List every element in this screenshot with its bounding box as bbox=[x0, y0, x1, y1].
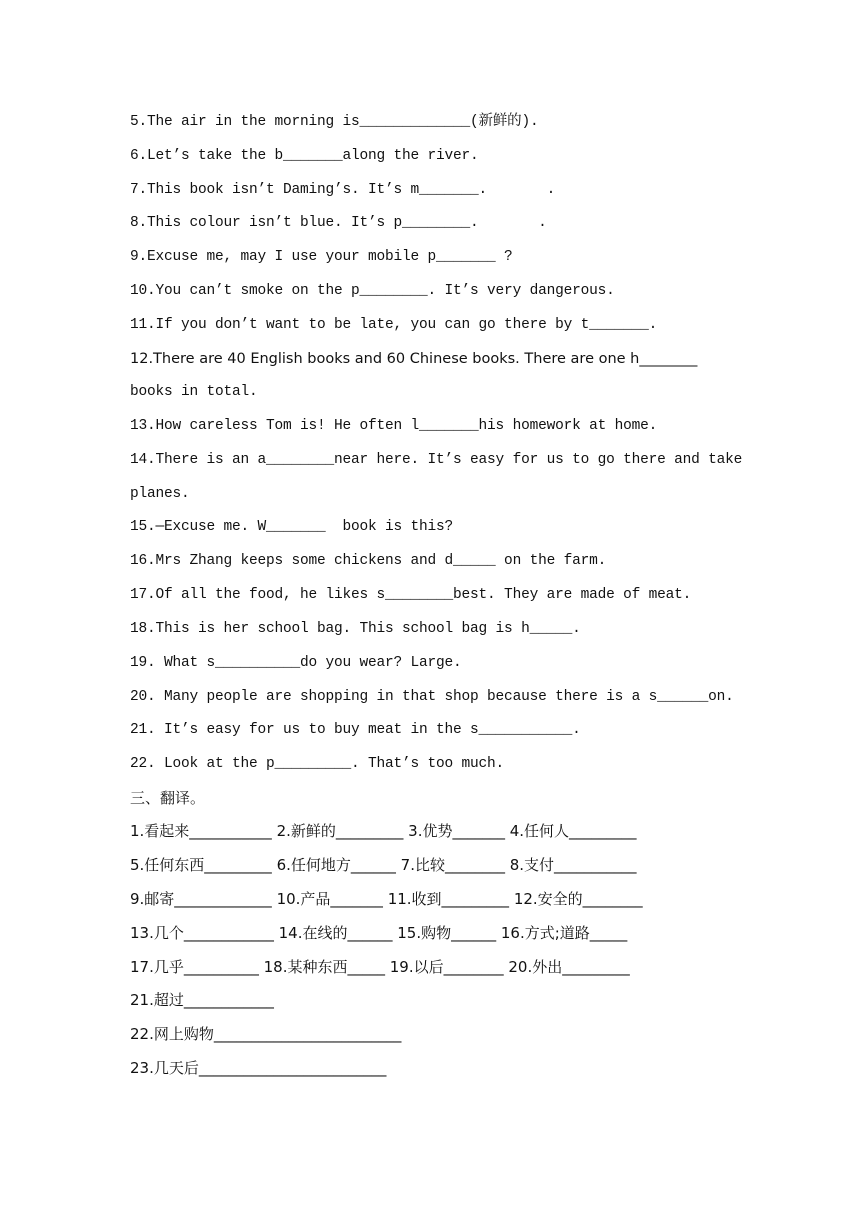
exercise-21: 21. It’s easy for us to buy meat in the s___________. bbox=[130, 722, 581, 738]
exercise-16: 16.Mrs Zhang keeps some chickens and d_____ on the farm. bbox=[130, 553, 607, 569]
translation-row-6: 21.超过____________ bbox=[130, 991, 274, 1009]
translation-row-2: 5.任何东西_________ 6.任何地方______ 7.比较________ 8.支付___________ bbox=[130, 856, 637, 874]
translation-row-1: 1.看起来___________ 2.新鲜的_________ 3.优势_______ 4.任何人_________ bbox=[130, 822, 637, 840]
exercise-22: 22. Look at the p_________. That’s too much. bbox=[130, 756, 505, 772]
exercise-14-line1: 14.There is an a________near here. It’s easy for us to go there and take bbox=[130, 452, 743, 468]
translation-row-4: 13.几个____________ 14.在线的______ 15.购物______ 16.方式;道路_____ bbox=[130, 924, 628, 942]
exercise-9: 9.Excuse me, may I use your mobile p_______ ? bbox=[130, 249, 513, 265]
translation-row-7: 22.网上购物_________________________ bbox=[130, 1025, 402, 1043]
exercise-12-line2: books in total. bbox=[130, 384, 258, 400]
exercise-13: 13.How careless Tom is! He often l_______his homework at home. bbox=[130, 418, 658, 434]
exercise-18: 18.This is her school bag. This school bag is h_____. bbox=[130, 621, 581, 637]
exercise-5: 5.The air in the morning is_____________(新鲜的). bbox=[130, 114, 539, 130]
exercise-14-line2: planes. bbox=[130, 486, 190, 502]
exercise-7: 7.This book isn’t Daming’s. It’s m_______. . bbox=[130, 182, 556, 198]
translation-row-8: 23.几天后_________________________ bbox=[130, 1059, 387, 1077]
translation-row-5: 17.几乎__________ 18.某种东西_____ 19.以后________ 20.外出_________ bbox=[130, 958, 630, 976]
translation-row-3: 9.邮寄_____________ 10.产品_______ 11.收到_________ 12.安全的________ bbox=[130, 890, 643, 908]
exercise-19: 19. What s__________do you wear? Large. bbox=[130, 655, 462, 671]
section-heading-translation: 三、翻译。 bbox=[130, 789, 206, 807]
exercise-17: 17.Of all the food, he likes s________best. They are made of meat. bbox=[130, 587, 692, 603]
exercise-8: 8.This colour isn’t blue. It’s p________. . bbox=[130, 215, 547, 231]
exercise-6: 6.Let’s take the b_______along the river. bbox=[130, 148, 479, 164]
exercise-20: 20. Many people are shopping in that shop because there is a s______on. bbox=[130, 689, 734, 705]
exercise-15: 15.—Excuse me. W_______ book is this? bbox=[130, 519, 454, 535]
exercise-10: 10.You can’t smoke on the p________. It’s very dangerous. bbox=[130, 283, 615, 299]
exercise-11: 11.If you don’t want to be late, you can go there by t_______. bbox=[130, 317, 658, 333]
exercise-12-line1: 12.There are 40 English books and 60 Chinese books. There are one h________ bbox=[130, 351, 698, 367]
